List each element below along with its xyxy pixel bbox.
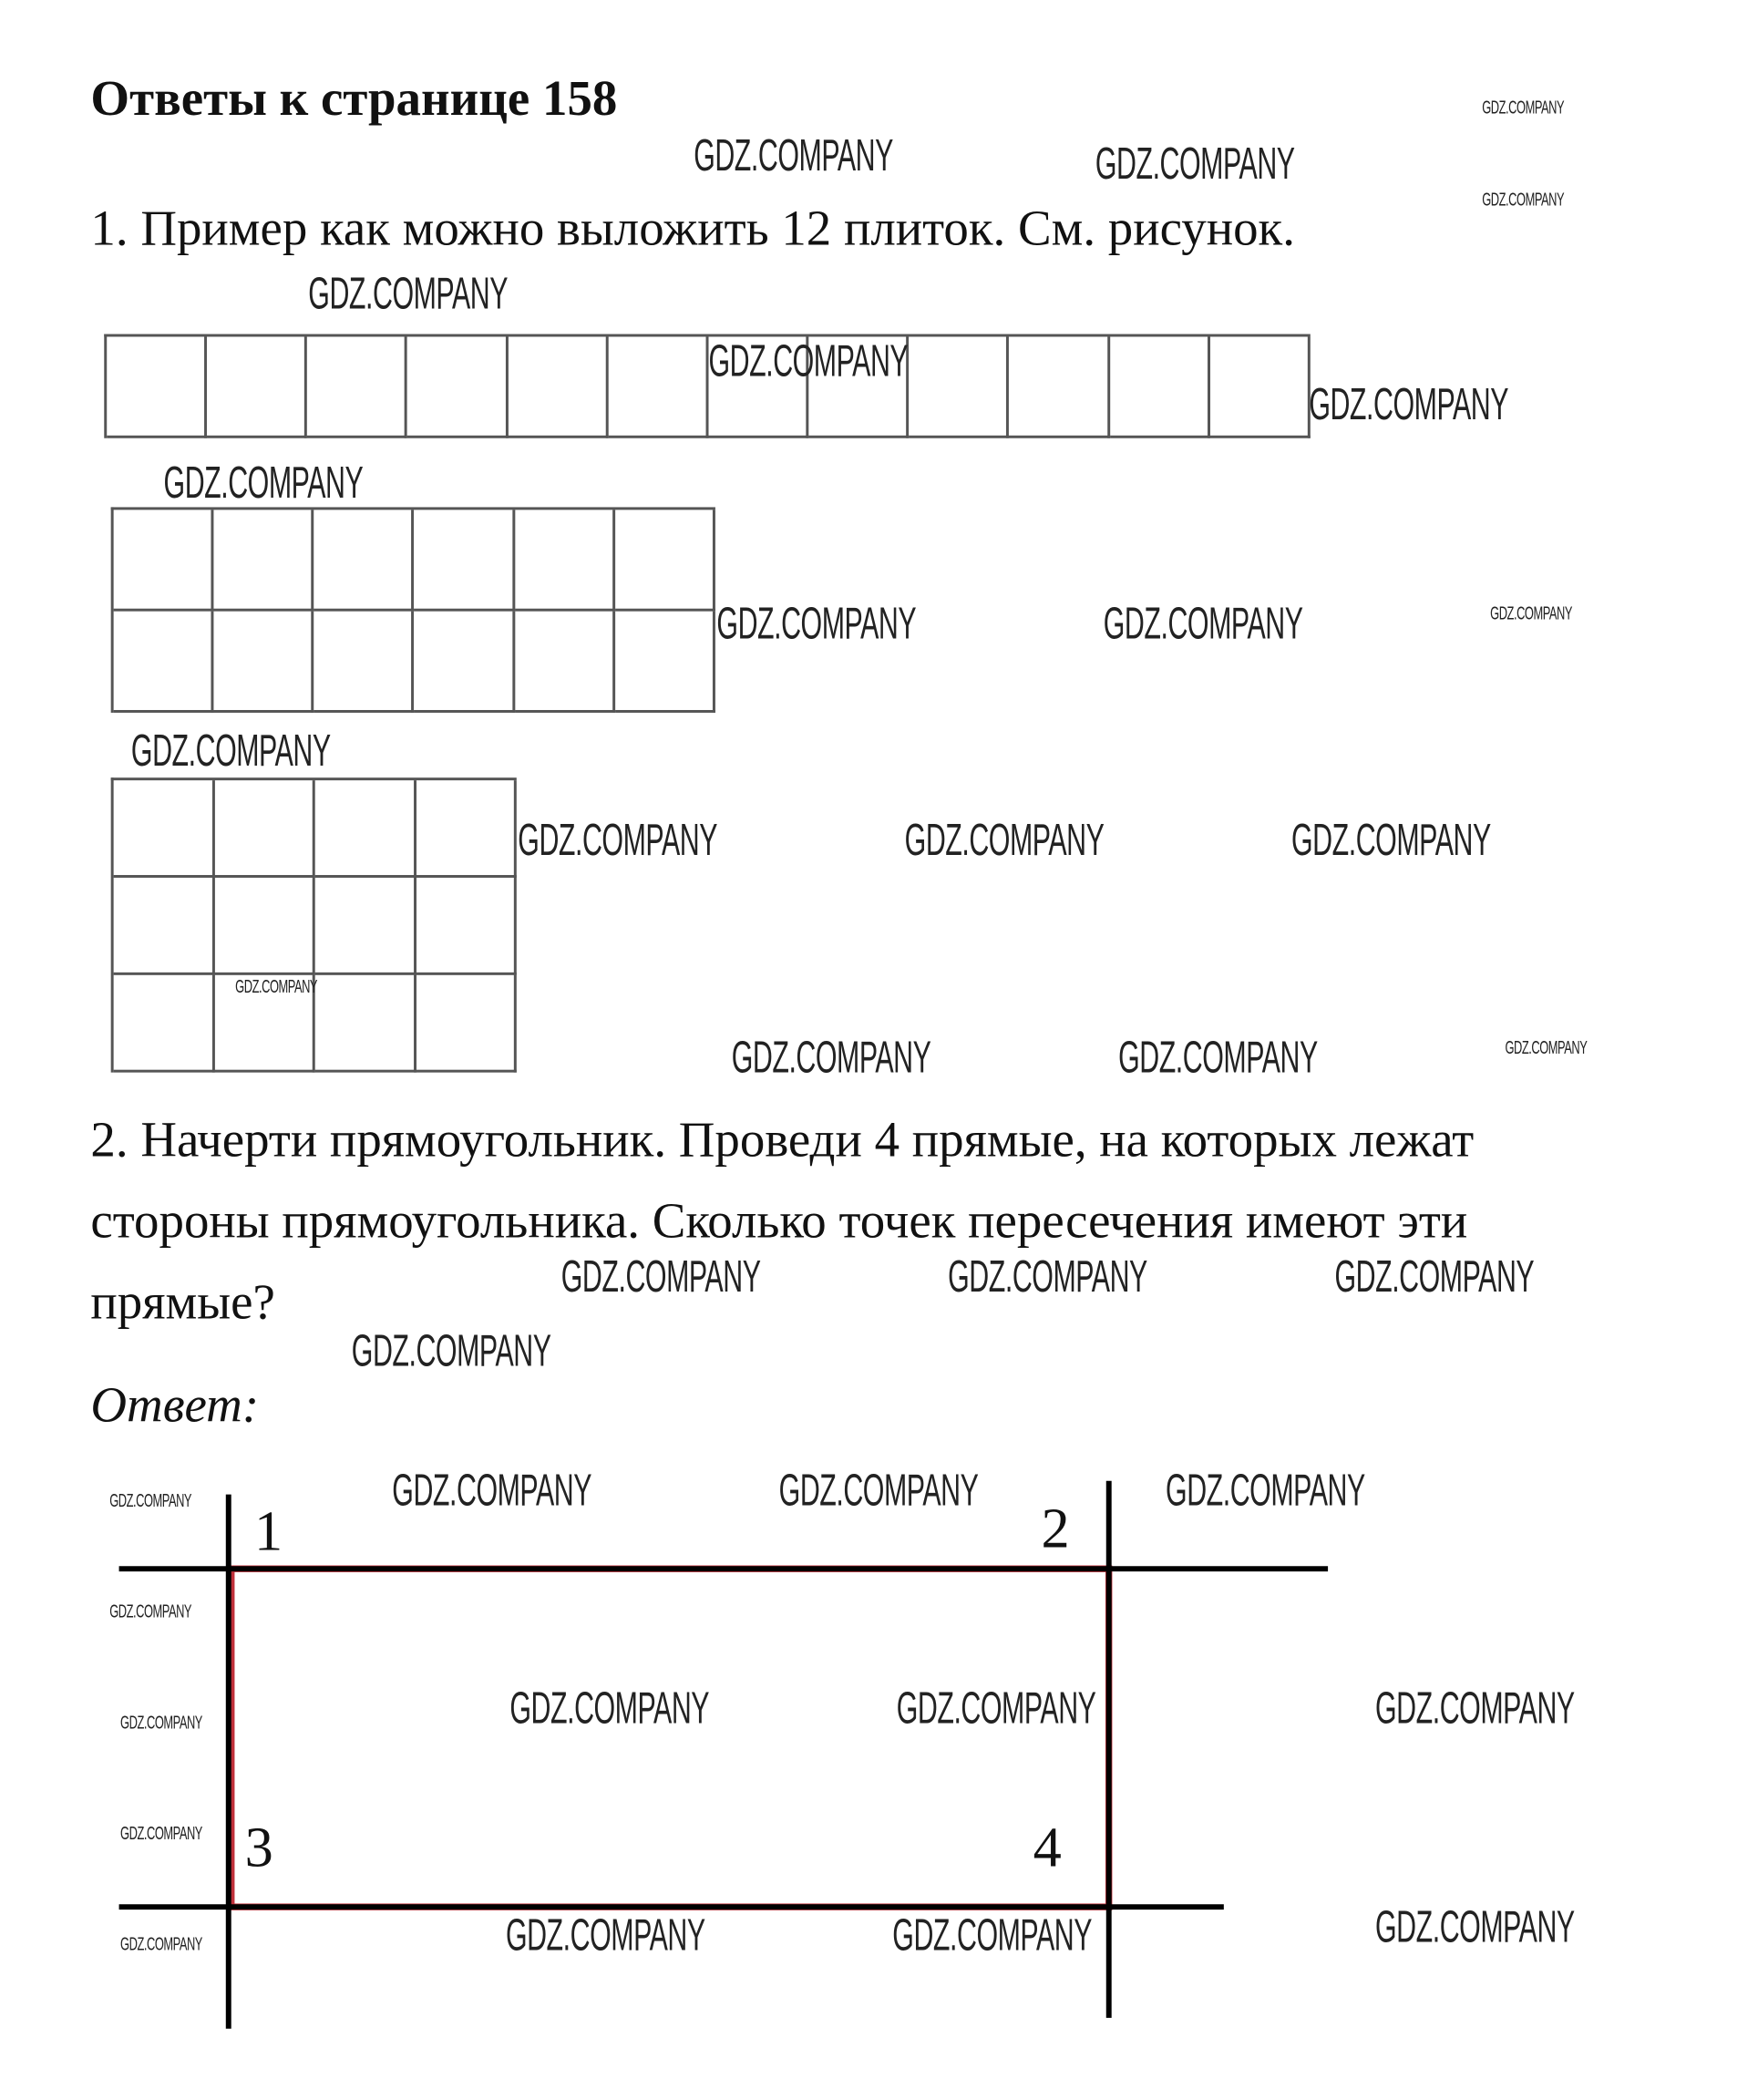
watermark: GDZ.COMPANY [708, 335, 909, 386]
point-label-2: 2 [1041, 1498, 1070, 1561]
page-title: Ответы к странице 158 [90, 71, 618, 128]
watermark: GDZ.COMPANY [778, 1464, 979, 1515]
watermark: GDZ.COMPANY [1095, 138, 1295, 189]
point-label-3: 3 [244, 1817, 273, 1880]
watermark: GDZ.COMPANY [518, 814, 718, 865]
watermark: GDZ.COMPANY [163, 457, 364, 508]
watermark: GDZ.COMPANY [351, 1325, 551, 1376]
watermark: GDZ.COMPANY [120, 1821, 202, 1844]
watermark: GDZ.COMPANY [560, 1251, 761, 1302]
watermark: GDZ.COMPANY [1490, 602, 1573, 624]
watermark: GDZ.COMPANY [892, 1910, 1093, 1961]
watermark: GDZ.COMPANY [109, 1600, 192, 1622]
watermark: GDZ.COMPANY [109, 1488, 192, 1511]
watermark: GDZ.COMPANY [120, 1932, 202, 1955]
watermark: GDZ.COMPANY [1103, 597, 1303, 648]
point-label-4: 4 [1033, 1817, 1062, 1880]
watermark: GDZ.COMPANY [509, 1682, 710, 1733]
watermark: GDZ.COMPANY [1334, 1251, 1535, 1302]
watermark: GDZ.COMPANY [130, 725, 331, 776]
watermark: GDZ.COMPANY [731, 1032, 931, 1083]
watermark: GDZ.COMPANY [120, 1711, 202, 1733]
task1-text: 1. Пример как можно выложить 12 плиток. См. рисунок. [90, 201, 1295, 257]
answer-label: Ответ: [90, 1377, 260, 1434]
watermark: GDZ.COMPANY [1309, 378, 1509, 429]
watermark: GDZ.COMPANY [1118, 1032, 1318, 1083]
watermark: GDZ.COMPANY [716, 597, 917, 648]
watermark: GDZ.COMPANY [1375, 1901, 1575, 1952]
rectangle [231, 1569, 1109, 1907]
watermark: GDZ.COMPANY [904, 814, 1105, 865]
task2-line-3: прямые? [90, 1275, 275, 1332]
watermark: GDZ.COMPANY [1482, 96, 1565, 118]
watermark: GDZ.COMPANY [948, 1251, 1147, 1302]
task2-line-1: 2. Начерти прямоугольник. Проведи 4 прямые, на которых лежат [90, 1113, 1475, 1169]
watermark: GDZ.COMPANY [1505, 1035, 1588, 1058]
watermark: GDZ.COMPANY [308, 267, 509, 318]
watermark: GDZ.COMPANY [694, 129, 893, 180]
watermark: GDZ.COMPANY [505, 1910, 705, 1961]
point-label-1: 1 [253, 1501, 283, 1564]
watermark: GDZ.COMPANY [235, 974, 318, 997]
watermark: GDZ.COMPANY [1166, 1464, 1365, 1515]
watermark: GDZ.COMPANY [1482, 188, 1565, 210]
watermark: GDZ.COMPANY [392, 1464, 592, 1515]
watermark: GDZ.COMPANY [896, 1682, 1096, 1733]
task2-line-2: стороны прямоугольника. Сколько точек пересечения имеют эти [90, 1194, 1468, 1251]
watermark: GDZ.COMPANY [1375, 1682, 1575, 1733]
watermark: GDZ.COMPANY [1291, 814, 1491, 865]
